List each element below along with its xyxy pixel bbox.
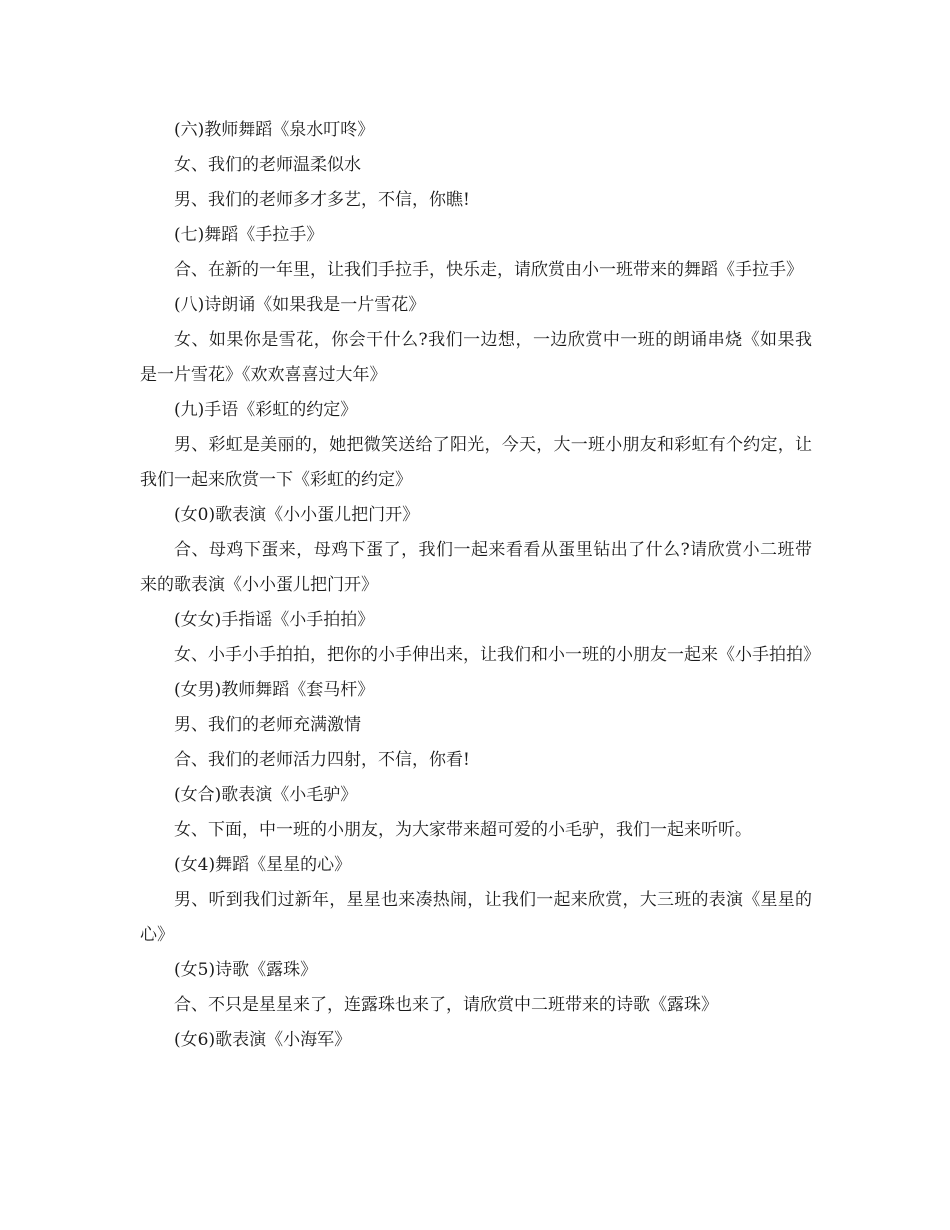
paragraph: (女5)诗歌《露珠》 xyxy=(174,960,318,980)
paragraph: 合、在新的一年里，让我们手拉手，快乐走，请欣赏由小一班带来的舞蹈《手拉手》 xyxy=(174,260,803,280)
paragraph: 合、不只是星星来了，连露珠也来了，请欣赏中二班带来的诗歌《露珠》 xyxy=(174,995,718,1015)
paragraph: (女6)歌表演《小海军》 xyxy=(174,1030,352,1050)
paragraph: 女、下面，中一班的小朋友，为大家带来超可爱的小毛驴，我们一起来听听。 xyxy=(174,820,752,840)
paragraph: (女男)教师舞蹈《套马杆》 xyxy=(174,680,375,700)
paragraph: (七)舞蹈《手拉手》 xyxy=(174,225,324,245)
paragraph: (女4)舞蹈《星星的心》 xyxy=(174,855,352,875)
paragraph: 男、彩虹是美丽的，她把微笑送给了阳光，今天，大一班小朋友和彩虹有个约定，让我们一起来欣赏一下《彩虹的约定》 xyxy=(140,435,812,490)
paragraph: (六)教师舞蹈《泉水叮咚》 xyxy=(174,120,375,140)
paragraph: 合、我们的老师活力四射，不信，你看! xyxy=(174,750,470,770)
document-body xyxy=(140,113,820,1058)
paragraph: 男、我们的老师充满激情 xyxy=(174,715,361,735)
paragraph: 女、我们的老师温柔似水 xyxy=(174,155,361,175)
paragraph: 男、我们的老师多才多艺，不信，你瞧! xyxy=(174,190,470,210)
paragraph: (女女)手指谣《小手拍拍》 xyxy=(174,610,375,630)
paragraph: 男、听到我们过新年，星星也来凑热闹，让我们一起来欣赏，大三班的表演《星星的心》 xyxy=(140,890,812,945)
paragraph: (女0)歌表演《小小蛋儿把门开》 xyxy=(174,505,420,525)
paragraph: 女、如果你是雪花，你会干什么?我们一边想，一边欣赏中一班的朗诵串烧《如果我是一片雪花》《欢欢喜喜过大年》 xyxy=(140,330,812,385)
paragraph: (九)手语《彩虹的约定》 xyxy=(174,400,358,420)
paragraph: 女、小手小手拍拍，把你的小手伸出来，让我们和小一班的小朋友一起来《小手拍拍》 xyxy=(174,645,820,665)
paragraph: 合、母鸡下蛋来，母鸡下蛋了，我们一起来看看从蛋里钻出了什么?请欣赏小二班带来的歌表演《小小蛋儿把门开》 xyxy=(140,540,812,595)
paragraph: (女合)歌表演《小毛驴》 xyxy=(174,785,358,805)
paragraph: (八)诗朗诵《如果我是一片雪花》 xyxy=(174,295,426,315)
